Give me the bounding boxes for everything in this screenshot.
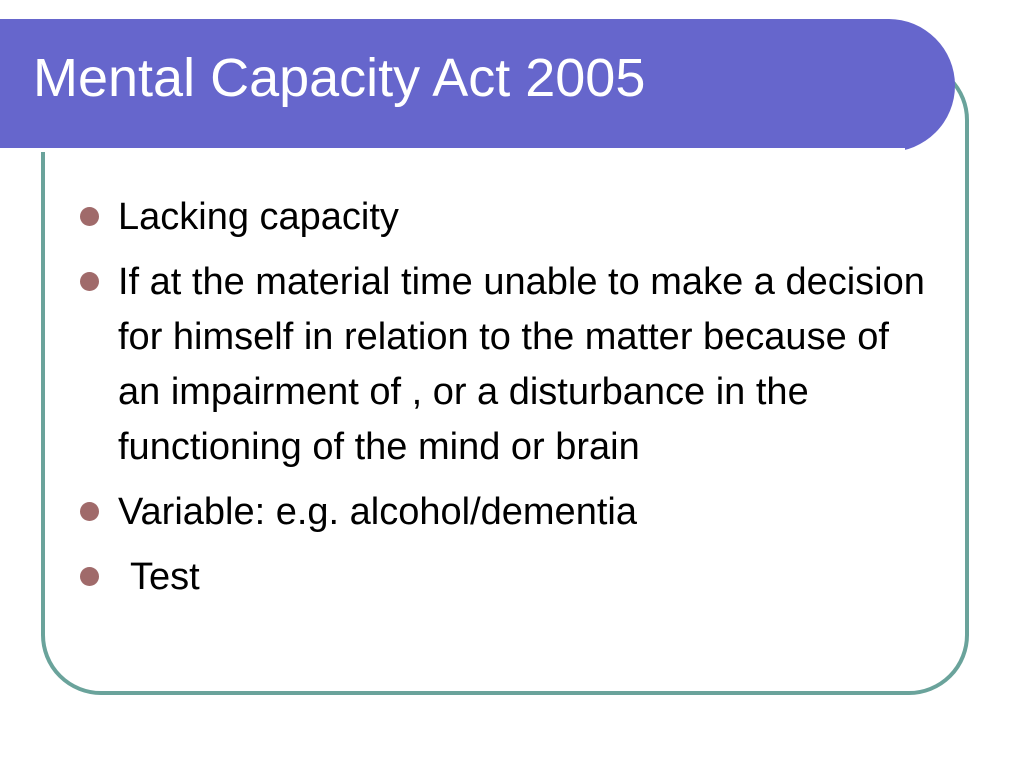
bullet-item — [80, 550, 930, 605]
bullet-text-definition: If at the material time unable to make a decision for himself in relation to the matter because of an impairment of , or a disturbance in the functioning of the mind or brain — [118, 261, 925, 468]
bullet-text-lacking-capacity: Lacking capacity — [118, 196, 399, 238]
title-underline-rule — [0, 148, 905, 152]
bullet-text-variable: Variable: e.g. alcohol/dementia — [118, 491, 637, 533]
bullet-item — [80, 255, 930, 475]
bullet-dot-icon — [80, 502, 99, 521]
bullet-dot-icon — [80, 272, 99, 291]
slide-title: Mental Capacity Act 2005 — [33, 48, 646, 108]
bullet-dot-icon — [80, 567, 99, 586]
bullet-list — [80, 190, 930, 615]
bullet-dot-icon — [80, 207, 99, 226]
bullet-item — [80, 485, 930, 540]
bullet-item — [80, 190, 930, 245]
bullet-text-test: Test — [130, 556, 200, 598]
